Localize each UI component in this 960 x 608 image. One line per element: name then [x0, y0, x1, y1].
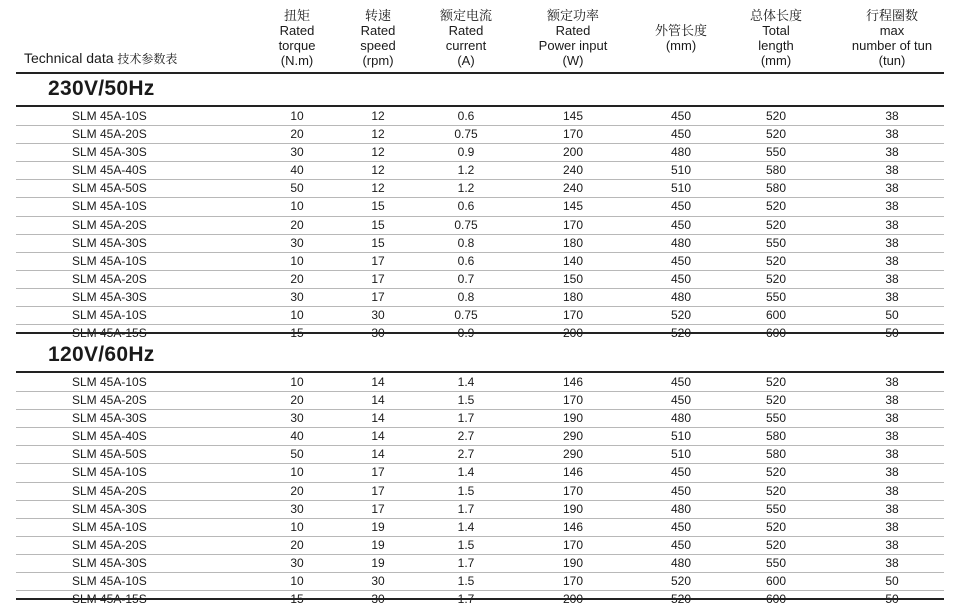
cell-model: SLM 45A-30S: [72, 145, 147, 160]
cell-speed: 30: [371, 574, 385, 589]
cell-model: SLM 45A-30S: [72, 235, 147, 250]
cell-model: SLM 45A-10S: [72, 109, 147, 123]
col-header-max-turns: 行程圈数 max number of tun (tun): [851, 8, 933, 68]
cell-speed: 12: [371, 181, 385, 196]
cell-model: SLM 45A-10S: [72, 253, 147, 268]
cell-tube-length: 510: [670, 163, 692, 178]
section-title-120v: 120V/60Hz: [48, 343, 155, 366]
table-row: [16, 235, 944, 253]
cell-speed: 12: [371, 109, 385, 123]
cell-model: SLM 45A-40S: [72, 163, 147, 178]
cell-tube-length: 450: [670, 519, 692, 534]
table-row: [16, 253, 944, 271]
cell-power: 145: [562, 109, 584, 123]
cell-model: SLM 45A-10S: [72, 574, 147, 589]
cell-total-length: 550: [765, 411, 787, 426]
table-row: [16, 307, 944, 325]
cell-current: 1.5: [457, 393, 475, 408]
cell-torque: 10: [290, 109, 304, 123]
cell-power: 170: [562, 574, 584, 589]
table-row: [16, 428, 944, 446]
cell-model: SLM 45A-20S: [72, 127, 147, 142]
cell-speed: 14: [371, 393, 385, 408]
cell-tube-length: 450: [670, 537, 692, 552]
table-row: [16, 464, 944, 482]
table-title: [24, 50, 177, 67]
cell-total-length: 550: [765, 289, 787, 304]
cell-torque: 10: [290, 519, 304, 534]
cell-total-length: 520: [765, 271, 787, 286]
cell-model: SLM 45A-10S: [72, 199, 147, 214]
cell-power: 290: [562, 429, 584, 444]
cell-model: SLM 45A-30S: [72, 555, 147, 570]
cell-total-length: 520: [765, 393, 787, 408]
cell-current: 1.5: [457, 483, 475, 498]
cell-tube-length: 450: [670, 127, 692, 142]
cell-power: 170: [562, 308, 584, 323]
cell-model: SLM 45A-30S: [72, 289, 147, 304]
cell-total-length: 520: [765, 537, 787, 552]
cell-power: 140: [562, 253, 584, 268]
table-row: [16, 483, 944, 501]
cell-model: SLM 45A-50S: [72, 447, 147, 462]
cell-max-turns: 38: [885, 393, 899, 408]
cell-max-turns: 50: [885, 574, 899, 589]
cell-tube-length: 450: [670, 109, 692, 123]
table-row: [16, 126, 944, 144]
cell-power: 190: [562, 555, 584, 570]
cell-current: 1.2: [457, 181, 475, 196]
cell-torque: 10: [290, 465, 304, 480]
cell-speed: 17: [371, 289, 385, 304]
cell-current: 0.6: [457, 199, 475, 214]
cell-max-turns: 38: [885, 429, 899, 444]
cell-power: 200: [562, 145, 584, 160]
cell-model: SLM 45A-20S: [72, 271, 147, 286]
data-table-230v: [16, 108, 944, 342]
cell-max-turns: 38: [885, 145, 899, 160]
cell-power: 170: [562, 393, 584, 408]
cell-speed: 30: [371, 308, 385, 323]
table-row: [16, 180, 944, 198]
cell-current: 1.2: [457, 163, 475, 178]
cell-total-length: 520: [765, 519, 787, 534]
table-row: [16, 555, 944, 573]
cell-current: 0.75: [454, 217, 478, 232]
table-row: [16, 374, 944, 392]
cell-tube-length: 520: [670, 308, 692, 323]
cell-tube-length: 450: [670, 199, 692, 214]
cell-max-turns: 38: [885, 127, 899, 142]
cell-torque: 30: [290, 555, 304, 570]
cell-model: SLM 45A-10S: [72, 519, 147, 534]
cell-torque: 10: [290, 574, 304, 589]
cell-tube-length: 480: [670, 411, 692, 426]
col-header-power: 额定功率 Rated Power input (W): [538, 8, 608, 68]
header-rule: [16, 72, 944, 74]
cell-max-turns: 38: [885, 411, 899, 426]
cell-model: SLM 45A-20S: [72, 537, 147, 552]
cell-speed: 12: [371, 145, 385, 160]
cell-current: 0.6: [457, 109, 475, 123]
table-row: [16, 289, 944, 307]
cell-model: SLM 45A-30S: [72, 501, 147, 516]
cell-model: SLM 45A-20S: [72, 483, 147, 498]
cell-current: 0.7: [457, 271, 475, 286]
cell-current: 1.5: [457, 537, 475, 552]
cell-speed: 15: [371, 199, 385, 214]
cell-tube-length: 450: [670, 217, 692, 232]
cell-total-length: 520: [765, 217, 787, 232]
table-row: [16, 501, 944, 519]
cell-model: SLM 45A-40S: [72, 429, 147, 444]
cell-speed: 15: [371, 235, 385, 250]
cell-speed: 17: [371, 465, 385, 480]
cell-torque: 10: [290, 199, 304, 214]
cell-power: 170: [562, 217, 584, 232]
cell-current: 0.9: [457, 145, 475, 160]
cell-power: 170: [562, 127, 584, 142]
cell-max-turns: 38: [885, 181, 899, 196]
cell-tube-length: 480: [670, 555, 692, 570]
cell-speed: 19: [371, 555, 385, 570]
cell-torque: 10: [290, 375, 304, 389]
cell-max-turns: 50: [885, 308, 899, 323]
cell-total-length: 580: [765, 181, 787, 196]
section-title-230v: 230V/50Hz: [48, 77, 155, 100]
cell-max-turns: 38: [885, 109, 899, 123]
cell-power: 190: [562, 411, 584, 426]
cell-total-length: 580: [765, 163, 787, 178]
cell-current: 1.7: [457, 501, 475, 516]
cell-tube-length: 450: [670, 393, 692, 408]
col-header-speed: 转速 Rated speed (rpm): [360, 8, 396, 68]
cell-torque: 20: [290, 217, 304, 232]
cell-max-turns: 38: [885, 447, 899, 462]
cell-torque: 50: [290, 447, 304, 462]
section-end-rule-230v: [16, 332, 944, 334]
cell-tube-length: 510: [670, 447, 692, 462]
cell-model: SLM 45A-20S: [72, 217, 147, 232]
cell-speed: 17: [371, 271, 385, 286]
cell-current: 1.7: [457, 411, 475, 426]
col-header-current: 额定电流 Rated current (A): [439, 8, 493, 68]
cell-model: SLM 45A-10S: [72, 308, 147, 323]
cell-power: 146: [562, 465, 584, 480]
table-row: [16, 519, 944, 537]
cell-speed: 15: [371, 217, 385, 232]
cell-tube-length: 450: [670, 253, 692, 268]
cell-current: 1.5: [457, 574, 475, 589]
cell-total-length: 550: [765, 501, 787, 516]
cell-max-turns: 38: [885, 217, 899, 232]
cell-torque: 20: [290, 537, 304, 552]
cell-torque: 20: [290, 483, 304, 498]
cell-total-length: 520: [765, 127, 787, 142]
cell-tube-length: 450: [670, 465, 692, 480]
cell-total-length: 520: [765, 465, 787, 480]
cell-tube-length: 520: [670, 574, 692, 589]
cell-speed: 14: [371, 429, 385, 444]
section-rule-230v: [16, 105, 944, 107]
table-row: [16, 108, 944, 126]
cell-total-length: 600: [765, 308, 787, 323]
cell-speed: 17: [371, 483, 385, 498]
cell-power: 170: [562, 537, 584, 552]
cell-power: 240: [562, 163, 584, 178]
cell-total-length: 550: [765, 555, 787, 570]
cell-total-length: 600: [765, 574, 787, 589]
cell-torque: 40: [290, 163, 304, 178]
table-row: [16, 537, 944, 555]
cell-max-turns: 38: [885, 271, 899, 286]
cell-model: SLM 45A-50S: [72, 181, 147, 196]
cell-total-length: 520: [765, 483, 787, 498]
cell-speed: 12: [371, 127, 385, 142]
cell-power: 190: [562, 501, 584, 516]
cell-current: 1.4: [457, 375, 475, 389]
table-row: [16, 573, 944, 591]
cell-total-length: 520: [765, 109, 787, 123]
cell-power: 146: [562, 375, 584, 389]
cell-current: 2.7: [457, 447, 475, 462]
title-zh: 技术参数表: [117, 52, 178, 66]
cell-power: 150: [562, 271, 584, 286]
data-table-120v: [16, 374, 944, 608]
cell-current: 1.7: [457, 555, 475, 570]
cell-torque: 40: [290, 429, 304, 444]
table-row: [16, 217, 944, 235]
cell-current: 0.75: [454, 308, 478, 323]
cell-power: 170: [562, 483, 584, 498]
cell-model: SLM 45A-30S: [72, 411, 147, 426]
cell-max-turns: 38: [885, 199, 899, 214]
cell-max-turns: 38: [885, 501, 899, 516]
table-header: [16, 0, 944, 74]
col-header-torque: 扭矩 Rated torque (N.m): [278, 8, 316, 68]
cell-max-turns: 38: [885, 519, 899, 534]
cell-max-turns: 38: [885, 253, 899, 268]
cell-speed: 19: [371, 519, 385, 534]
cell-speed: 19: [371, 537, 385, 552]
cell-speed: 14: [371, 375, 385, 389]
cell-max-turns: 38: [885, 483, 899, 498]
cell-current: 0.8: [457, 289, 475, 304]
cell-total-length: 520: [765, 375, 787, 389]
cell-torque: 10: [290, 253, 304, 268]
cell-speed: 14: [371, 411, 385, 426]
cell-current: 2.7: [457, 429, 475, 444]
cell-total-length: 550: [765, 235, 787, 250]
table-row: [16, 446, 944, 464]
cell-torque: 20: [290, 127, 304, 142]
cell-total-length: 520: [765, 199, 787, 214]
table-row: [16, 198, 944, 216]
cell-current: 1.4: [457, 519, 475, 534]
cell-torque: 30: [290, 145, 304, 160]
cell-tube-length: 480: [670, 235, 692, 250]
cell-model: SLM 45A-10S: [72, 465, 147, 480]
cell-tube-length: 510: [670, 181, 692, 196]
cell-power: 240: [562, 181, 584, 196]
cell-current: 0.75: [454, 127, 478, 142]
cell-power: 180: [562, 289, 584, 304]
cell-speed: 17: [371, 501, 385, 516]
cell-tube-length: 480: [670, 289, 692, 304]
cell-torque: 30: [290, 411, 304, 426]
cell-power: 146: [562, 519, 584, 534]
cell-max-turns: 38: [885, 537, 899, 552]
cell-tube-length: 480: [670, 501, 692, 516]
cell-power: 145: [562, 199, 584, 214]
table-row: [16, 162, 944, 180]
table-row: [16, 144, 944, 162]
cell-torque: 30: [290, 235, 304, 250]
cell-tube-length: 510: [670, 429, 692, 444]
table-row: [16, 392, 944, 410]
cell-power: 180: [562, 235, 584, 250]
title-en: Technical data: [24, 50, 114, 66]
cell-torque: 30: [290, 289, 304, 304]
cell-max-turns: 38: [885, 289, 899, 304]
cell-max-turns: 38: [885, 375, 899, 389]
cell-speed: 12: [371, 163, 385, 178]
section-rule-120v: [16, 371, 944, 373]
cell-total-length: 520: [765, 253, 787, 268]
cell-model: SLM 45A-10S: [72, 375, 147, 389]
cell-current: 1.4: [457, 465, 475, 480]
cell-power: 290: [562, 447, 584, 462]
cell-max-turns: 38: [885, 555, 899, 570]
table-row: [16, 271, 944, 289]
cell-tube-length: 480: [670, 145, 692, 160]
cell-speed: 17: [371, 253, 385, 268]
col-header-tube-length: 外管长度 (mm): [654, 23, 708, 53]
cell-max-turns: 38: [885, 163, 899, 178]
cell-total-length: 580: [765, 447, 787, 462]
cell-torque: 30: [290, 501, 304, 516]
cell-model: SLM 45A-20S: [72, 393, 147, 408]
cell-max-turns: 38: [885, 465, 899, 480]
section-end-rule-120v: [16, 598, 944, 600]
cell-tube-length: 450: [670, 271, 692, 286]
cell-speed: 14: [371, 447, 385, 462]
cell-current: 0.6: [457, 253, 475, 268]
col-header-total-length: 总体长度 Total length (mm): [749, 8, 803, 68]
cell-max-turns: 38: [885, 235, 899, 250]
cell-torque: 50: [290, 181, 304, 196]
cell-total-length: 580: [765, 429, 787, 444]
cell-tube-length: 450: [670, 375, 692, 389]
cell-total-length: 550: [765, 145, 787, 160]
cell-torque: 20: [290, 393, 304, 408]
cell-tube-length: 450: [670, 483, 692, 498]
cell-torque: 20: [290, 271, 304, 286]
cell-torque: 10: [290, 308, 304, 323]
table-row: [16, 410, 944, 428]
cell-current: 0.8: [457, 235, 475, 250]
